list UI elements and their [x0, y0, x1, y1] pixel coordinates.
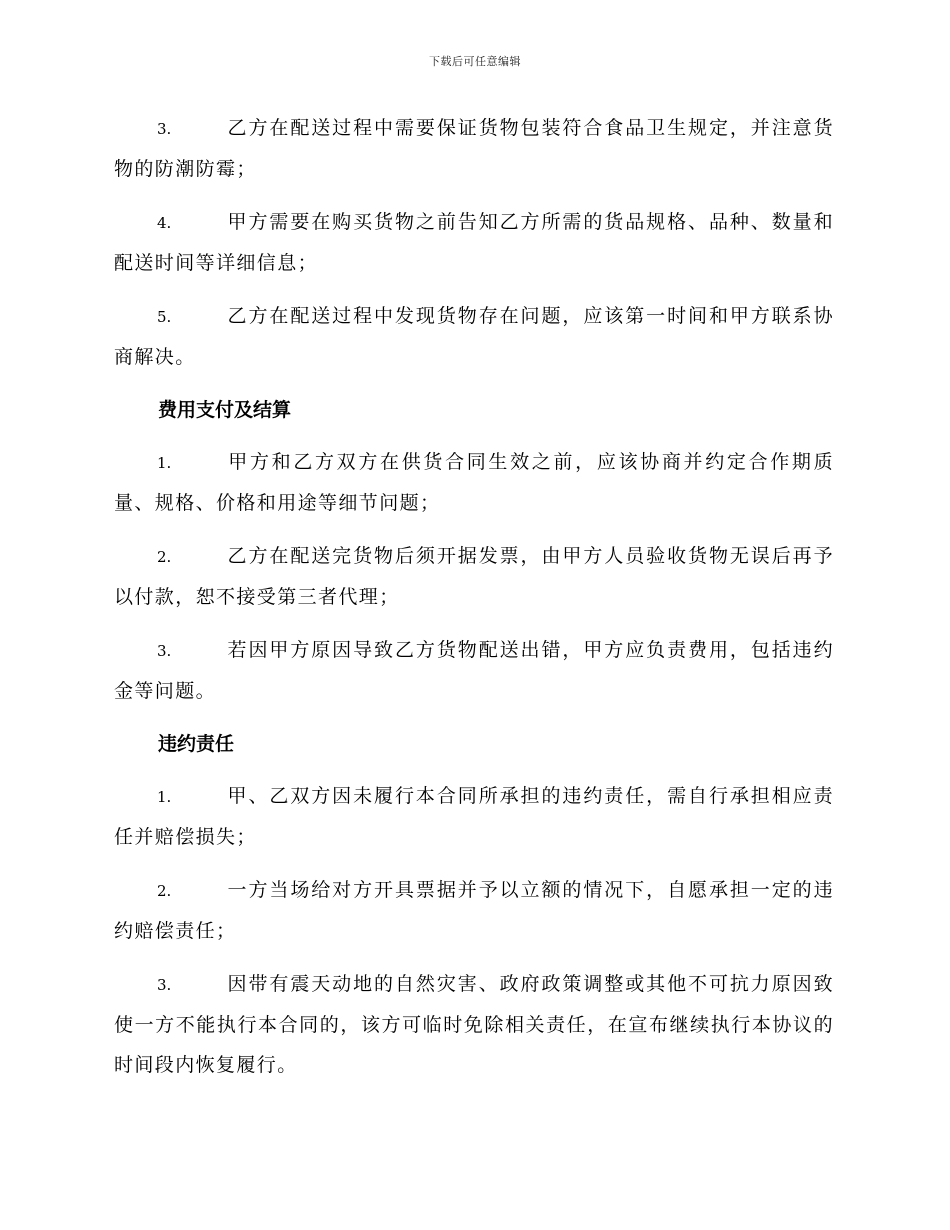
item-number: 5. [157, 308, 172, 326]
section-delivery-continued [114, 108, 834, 377]
list-item [114, 108, 834, 189]
item-text: 因带有震天动地的自然灾害、政府政策调整或其他不可抗力原因致使一方不能执行本合同的，该方可临时免除相关责任，在宣布继续执行本协议的时间段内恢复履行。 [114, 973, 834, 1076]
section-heading: 违约责任 [158, 733, 235, 755]
document-body [114, 108, 834, 1098]
item-text: 乙方在配送过程中发现货物存在问题，应该第一时间和甲方联系协商解决。 [114, 305, 834, 368]
item-number: 2. [157, 882, 172, 900]
section-heading: 费用支付及结算 [158, 399, 292, 421]
item-number: 3. [157, 120, 172, 138]
section-liability [114, 724, 834, 1085]
list-item [114, 630, 834, 711]
list-item [114, 296, 834, 377]
item-number: 1. [157, 454, 172, 472]
section-payment [114, 390, 834, 711]
item-number: 3. [157, 642, 172, 660]
list-item [114, 870, 834, 951]
list-item [114, 202, 834, 283]
item-text: 乙方在配送过程中需要保证货物包装符合食品卫生规定，并注意货物的防潮防霉； [114, 117, 834, 180]
list-item [114, 442, 834, 523]
item-number: 2. [157, 548, 172, 566]
item-number: 4. [157, 214, 172, 232]
item-text: 若因甲方原因导致乙方货物配送出错，甲方应负责费用，包括违约金等问题。 [114, 639, 834, 702]
list-item [114, 776, 834, 857]
page-header: 下载后可任意编辑 [429, 55, 521, 68]
list-item [114, 964, 834, 1085]
item-number: 1. [157, 788, 172, 806]
item-text: 甲方和乙方双方在供货合同生效之前，应该协商并约定合作期质量、规格、价格和用途等细节问题； [114, 451, 834, 514]
list-item [114, 536, 834, 617]
item-text: 一方当场给对方开具票据并予以立额的情况下，自愿承担一定的违约赔偿责任； [114, 879, 834, 942]
item-text: 甲方需要在购买货物之前告知乙方所需的货品规格、品种、数量和配送时间等详细信息； [114, 211, 834, 274]
item-text: 乙方在配送完货物后须开据发票，由甲方人员验收货物无误后再予以付款，恕不接受第三者代理； [114, 545, 834, 608]
item-number: 3. [157, 976, 172, 994]
item-text: 甲、乙双方因未履行本合同所承担的违约责任，需自行承担相应责任并赔偿损失； [114, 785, 834, 848]
